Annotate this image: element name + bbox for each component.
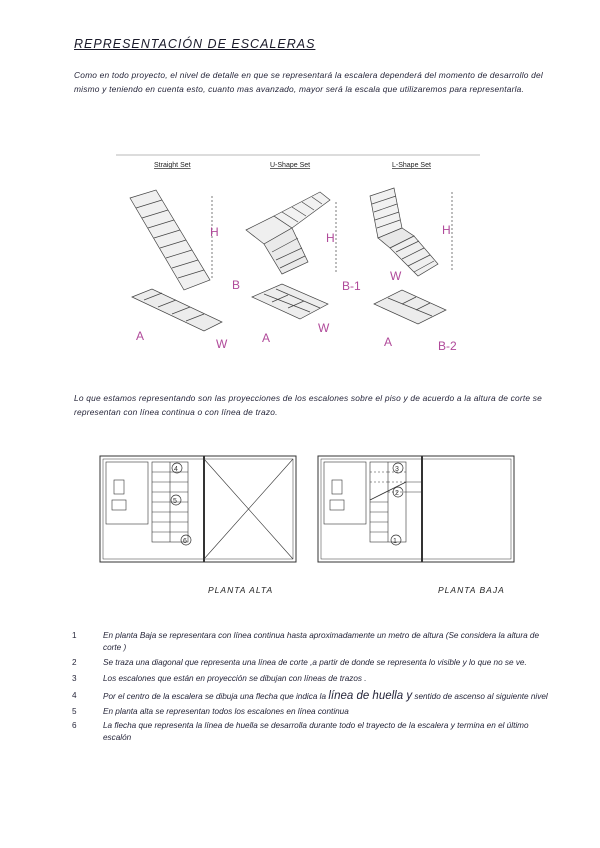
plan-baja-drawing	[318, 456, 514, 562]
note-handwritten-text: línea de huella y	[328, 690, 413, 702]
letter-w-u: W	[318, 321, 330, 335]
note-text: Por el centro de la escalera se dibuja una flecha que indica la	[103, 692, 327, 701]
list-item	[72, 630, 552, 654]
label-l-shape-set: L-Shape Set	[392, 162, 431, 169]
list-item	[72, 720, 552, 744]
note-number: 5	[72, 707, 77, 716]
plan-alta-drawing	[100, 456, 296, 562]
note-number: 3	[72, 674, 77, 683]
intro-paragraph: Como en todo proyecto, el nivel de detalle en que se representará la escalera dependerá del momento de desarrollo del mismo y teniendo en cuenta esto, cuanto mas avanzado, mayor será la escala que utilizaremos para representarla.	[74, 70, 543, 94]
note-text: En planta alta se representan todos los escalones en línea continua	[103, 707, 349, 716]
list-item	[72, 673, 552, 685]
letter-h-straight: H	[210, 225, 219, 239]
note-number: 2	[72, 658, 77, 667]
stair-types-figure	[112, 152, 484, 352]
caption-planta-alta: PLANTA ALTA	[208, 585, 274, 595]
letter-h-l: H	[442, 223, 451, 237]
list-item	[72, 657, 552, 669]
list-item	[72, 706, 552, 718]
note-text: sentido de ascenso al siguiente nivel	[414, 692, 548, 701]
mark-baja-2: 2	[395, 490, 399, 497]
label-straight-set: Straight Set	[154, 162, 191, 169]
note-number: 4	[72, 691, 77, 700]
notes-list	[72, 630, 552, 746]
note-text: Los escalones que están en proyección se dibujan con líneas de trazos .	[103, 674, 367, 683]
letter-w-l: W	[390, 269, 402, 283]
straight-stair-drawing	[130, 190, 222, 331]
letter-a-straight: A	[136, 329, 145, 343]
mark-baja-1: 1	[393, 538, 397, 545]
mark-alta-5: 5	[173, 498, 177, 505]
caption-planta-baja: PLANTA BAJA	[438, 585, 505, 595]
label-u-shape-set: U-Shape Set	[270, 162, 311, 169]
note-number: 6	[72, 721, 77, 730]
list-item	[72, 690, 552, 703]
note-text: La flecha que representa la línea de huella se desarrolla durante todo el trayecto de la escalera y termina en el último escalón	[103, 721, 529, 742]
note-text: En planta Baja se representara con línea continua hasta aproximadamente un metro de altura (Se considera la altura de corte )	[103, 631, 540, 652]
u-shape-stair-drawing	[246, 192, 336, 319]
note-number: 1	[72, 631, 77, 640]
letter-a-l: A	[384, 335, 393, 349]
mark-alta-6: 6	[183, 538, 187, 545]
letter-b2-l: B-2	[438, 339, 457, 352]
mark-baja-3: 3	[395, 466, 399, 473]
letter-b-u: B	[232, 278, 241, 292]
projection-paragraph: Lo que estamos representando son las proyecciones de los escalones sobre el piso y de acuerdo a la altura de corte se representan con línea continua o con línea de trazo.	[74, 393, 543, 417]
letter-a-u: A	[262, 331, 271, 345]
page-title: REPRESENTACIÓN DE ESCALERAS	[74, 37, 316, 51]
note-text: Se traza una diagonal que representa una línea de corte ,a partir de donde se representa lo visible y lo que no se ve.	[103, 658, 527, 667]
floor-plans-figure	[92, 452, 522, 567]
letter-b1-l: B-1	[342, 279, 361, 293]
mark-alta-4: 4	[174, 466, 178, 473]
letter-w-straight: W	[216, 337, 228, 351]
letter-h-u: H	[326, 231, 335, 245]
l-shape-stair-drawing	[370, 188, 452, 324]
